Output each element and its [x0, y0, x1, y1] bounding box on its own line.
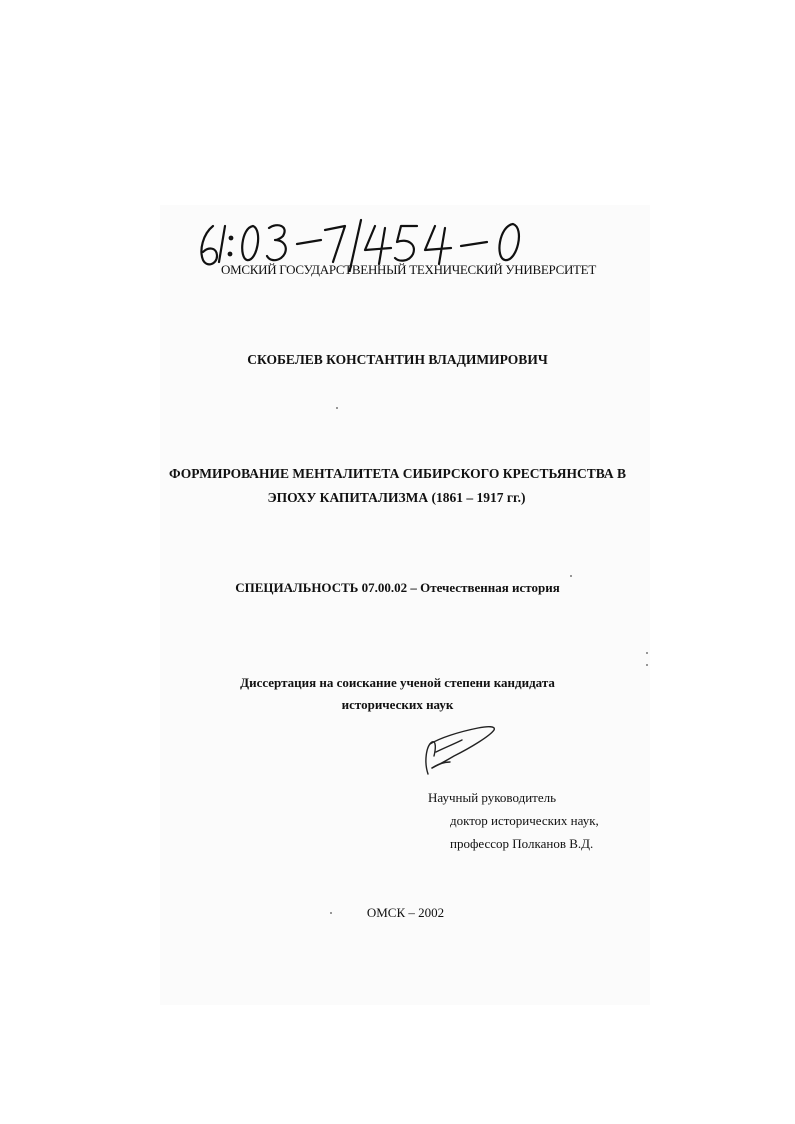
university-name: ОМСКИЙ ГОСУДАРСТВЕННЫЙ ТЕХНИЧЕСКИЙ УНИВЕРСИТЕТ	[221, 262, 596, 277]
supervisor-name: профессор Полканов В.Д.	[450, 836, 594, 851]
degree-line-2: исторических наук	[341, 697, 454, 712]
thesis-title-line-1: ФОРМИРОВАНИЕ МЕНТАЛИТЕТА СИБИРСКОГО КРЕСТЬЯНСТВА В	[168, 466, 626, 481]
scan-speck	[646, 664, 648, 666]
author-name: СКОБЕЛЕВ КОНСТАНТИН ВЛАДИМИРОВИЧ	[247, 352, 548, 367]
scan-speck	[330, 912, 332, 914]
scan-speck	[570, 575, 572, 577]
thesis-title-line-2: ЭПОХУ КАПИТАЛИЗМА (1861 – 1917 гг.)	[267, 490, 526, 505]
scanned-area	[160, 205, 650, 1005]
city-year: ОМСК – 2002	[366, 905, 445, 920]
degree-line-1: Диссертация на соискание ученой степени кандидата	[240, 675, 555, 690]
supervisor-degree: доктор исторических наук,	[450, 813, 599, 828]
specialty: СПЕЦИАЛЬНОСТЬ 07.00.02 – Отечественная история	[235, 580, 560, 595]
signature	[418, 722, 500, 780]
scan-speck	[336, 407, 338, 409]
supervisor-role: Научный руководитель	[428, 790, 557, 805]
scan-speck	[646, 652, 648, 654]
